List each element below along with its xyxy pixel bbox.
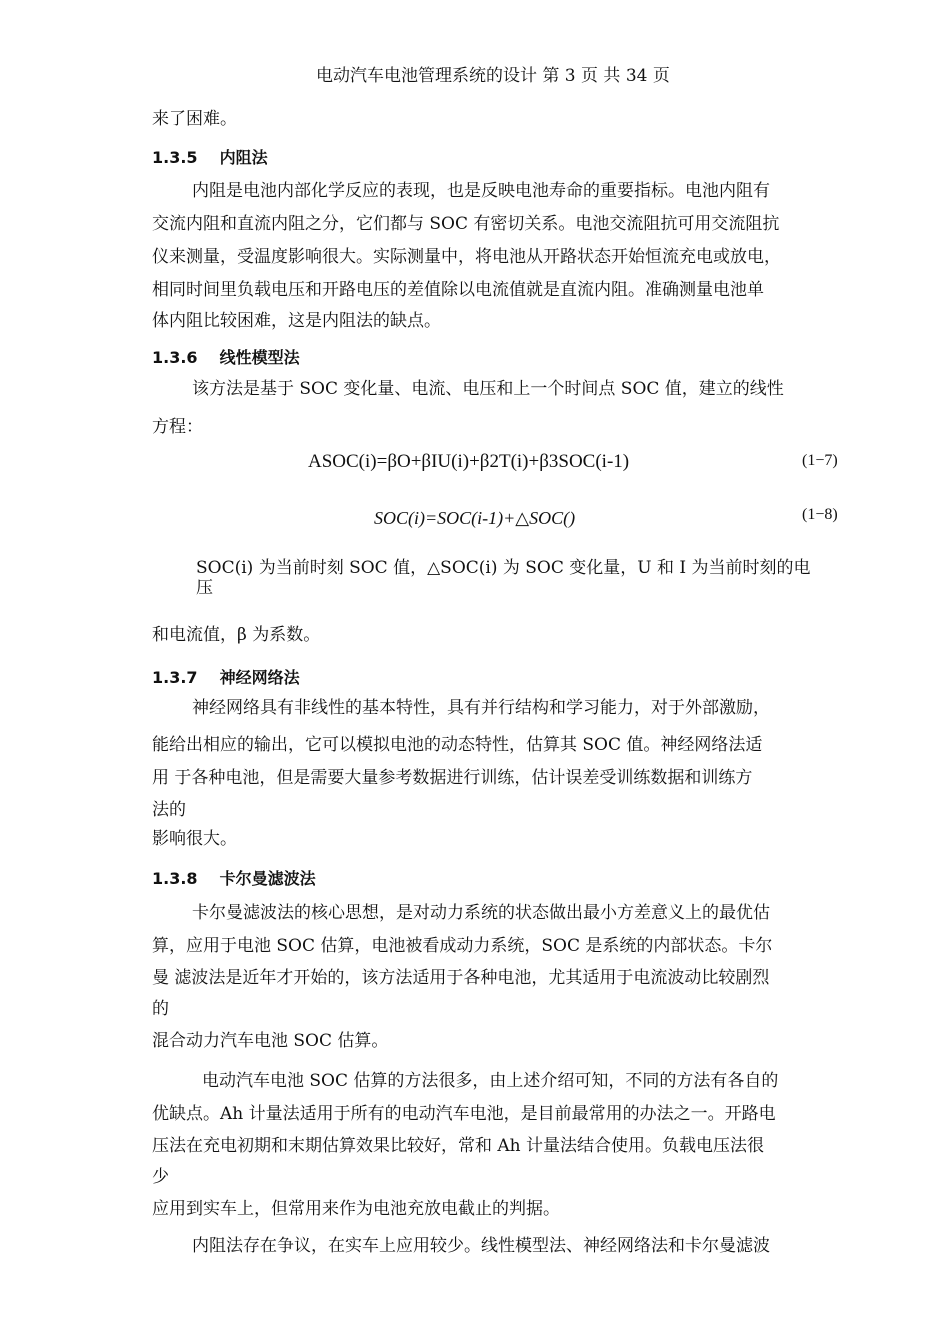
text-line: 影响很大。: [152, 829, 237, 849]
section-title: 卡尔曼滤波法: [219, 869, 316, 888]
text-line: 内阻是电池内部化学反应的表现，也是反映电池寿命的重要指标。电池内阻有: [192, 181, 770, 201]
equation-label: (1−7): [802, 452, 838, 469]
text-line: 方程：: [152, 417, 203, 437]
text-line: 卡尔曼滤波法的核心思想，是对动力系统的状态做出最小方差意义上的最优估: [192, 903, 770, 923]
section-heading: [152, 866, 316, 889]
text-line: SOC(i) 为当前时刻 SOC 值，△SOC(i) 为 SOC 变化量，U 和 I 为当前时刻的电: [196, 558, 811, 578]
text-line: 的: [152, 999, 169, 1019]
equation-label: (1−8): [802, 506, 838, 523]
text-line: 应用到实车上，但常用来作为电池充放电截止的判据。: [152, 1199, 560, 1219]
text-line: 曼 滤波法是近年才开始的，该方法适用于各种电池，尤其适用于电流波动比较剧烈: [152, 968, 770, 988]
section-heading: [152, 665, 300, 688]
text-line: 混合动力汽车电池 SOC 估算。: [152, 1031, 389, 1051]
section-title: 线性模型法: [219, 348, 300, 367]
text-line: 少: [152, 1167, 169, 1187]
text-line: 优缺点。Ah 计量法适用于所有的电动汽车电池，是目前最常用的办法之一。开路电: [152, 1104, 776, 1124]
section-number: 1.3.8: [152, 869, 198, 888]
text-line: 压: [196, 578, 213, 598]
text-line: 能给出相应的输出，它可以模拟电池的动态特性，估算其 SOC 值。神经网络法适: [152, 735, 763, 755]
section-heading: [152, 145, 268, 168]
section-heading: [152, 345, 300, 368]
text-line: 该方法是基于 SOC 变化量、电流、电压和上一个时间点 SOC 值，建立的线性: [192, 379, 784, 399]
equation-formula: SOC(i)=SOC(i-1)+△SOC(): [374, 508, 576, 528]
section-number: 1.3.7: [152, 668, 198, 687]
text-line: 神经网络具有非线性的基本特性，具有并行结构和学习能力，对于外部激励，: [192, 698, 770, 718]
text-line: 算，应用于电池 SOC 估算，电池被看成动力系统，SOC 是系统的内部状态。卡尔: [152, 936, 773, 956]
text-line: 体内阻比较困难，这是内阻法的缺点。: [152, 311, 441, 331]
text-line: 压法在充电初期和末期估算效果比较好，常和 Ah 计量法结合使用。负载电压法很: [152, 1136, 765, 1156]
text-line: 用 于各种电池，但是需要大量参考数据进行训练，估计误差受训练数据和训练方: [152, 768, 753, 788]
equation-formula: ASOC(i)=βO+βIU(i)+β2T(i)+β3SOC(i-1): [308, 451, 630, 472]
section-number: 1.3.5: [152, 148, 198, 167]
text-line: 交流内阻和直流内阻之分，它们都与 SOC 有密切关系。电池交流阻抗可用交流阻抗: [152, 214, 780, 234]
section-title: 神经网络法: [219, 668, 300, 687]
section-number: 1.3.6: [152, 348, 198, 367]
text-line: 法的: [152, 800, 186, 820]
text-line: 和电流值，β 为系数。: [152, 625, 321, 645]
text-line: 来了困难。: [152, 109, 237, 129]
text-line: 电动汽车电池 SOC 估算的方法很多，由上述介绍可知，不同的方法有各自的: [202, 1071, 779, 1091]
text-line: 仪来测量，受温度影响很大。实际测量中，将电池从开路状态开始恒流充电或放电，: [152, 247, 781, 267]
section-title: 内阻法: [219, 148, 268, 167]
page-header: 电动汽车电池管理系统的设计 第 3 页 共 34 页: [316, 66, 670, 86]
text-line: 内阻法存在争议，在实车上应用较少。线性模型法、神经网络法和卡尔曼滤波: [192, 1236, 770, 1256]
text-line: 相同时间里负载电压和开路电压的差值除以电流值就是直流内阻。准确测量电池单: [152, 280, 764, 300]
